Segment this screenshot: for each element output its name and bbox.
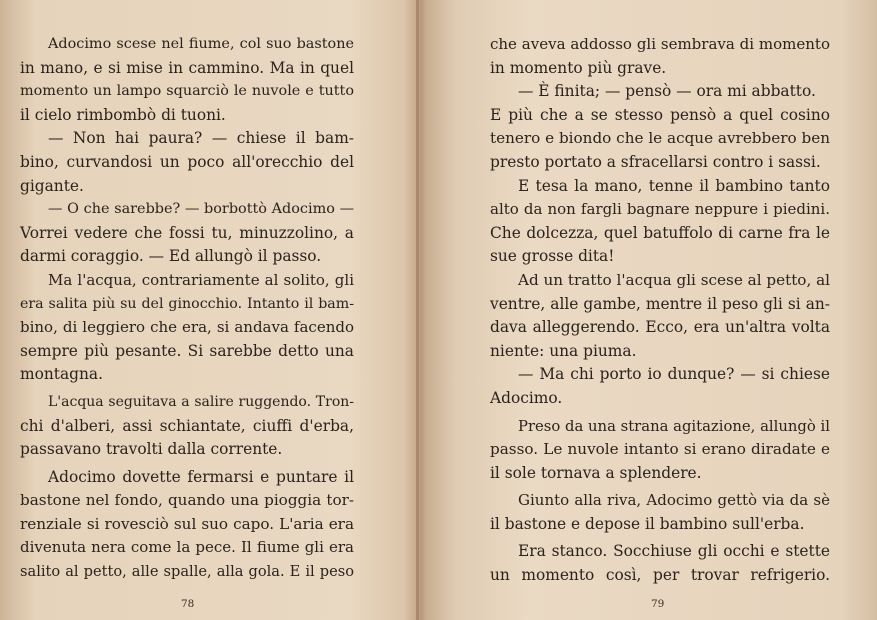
text-line: momento un lampo squarciò le nuvole e tutto [20, 83, 354, 100]
text-line: bino, curvandosi un poco all'orecchio del [20, 152, 354, 171]
text-line: E più che a se stesso pensò a quel cosino [490, 105, 830, 124]
text-line: renziale si rovesciò sul suo capo. L'aria era [20, 514, 354, 533]
text-line: dava alleggerendo. Ecco, era un'altra volta [490, 318, 830, 337]
text-line: sue grosse dita! [490, 247, 615, 266]
text-line: Adocimo scese nel fiume, col suo bastone [48, 36, 354, 52]
page-number-right: 79 [651, 598, 665, 610]
text-line: niente: una piuma. [490, 341, 637, 360]
text-line: chi d'alberi, assi schiantate, ciuffi d'erba, [20, 416, 354, 435]
text-line: un momento così, per trovar refrigerio. [490, 566, 830, 585]
text-line: — Non hai paura? — chiese il bam- [48, 129, 354, 148]
page-number-left: 78 [181, 598, 195, 610]
text-line: salito al petto, alle spalle, alla gola. E il peso [20, 563, 354, 581]
text-line: il bastone e depose il bambino sull'erba. [490, 514, 805, 533]
text-line: il sole tornava a splendere. [490, 463, 702, 482]
text-line: Ma l'acqua, contrariamente al solito, gli [48, 270, 354, 289]
text-line: passo. Le nuvole intanto si erano diradate e [490, 440, 830, 459]
text-line: sempre più pesante. Si sarebbe detto una [20, 341, 354, 360]
book-gutter [416, 0, 419, 620]
text-line: bino, di leggiero che era, si andava facendo [20, 318, 354, 337]
text-line: il cielo rimbombò di tuoni. [20, 105, 226, 124]
text-line: alto da non fargli bagnare neppure i piedini. [490, 200, 830, 219]
text-line: ventre, alle gambe, mentre il peso gli si an- [490, 294, 830, 313]
text-line: Vorrei vedere che fossi tu, minuzzolino, a [20, 223, 354, 242]
text-line: Giunto alla riva, Adocimo gettò via da sè [518, 491, 830, 510]
left-page [20, 33, 354, 584]
text-line: passavano travolti dalla corrente. [20, 440, 283, 459]
text-line: montagna. [20, 365, 103, 384]
text-line: darmi coraggio. — Ed allungò il passo. [20, 247, 322, 266]
text-line: Adocimo. [490, 388, 563, 407]
text-line: bastone nel fondo, quando una pioggia tor- [20, 491, 354, 510]
text-line: L'acqua seguitava a salire ruggendo. Tron- [48, 393, 354, 410]
text-line: — O che sarebbe? — borbottò Adocimo — [48, 201, 354, 218]
text-line: Ad un tratto l'acqua gli scese al petto, al [518, 270, 831, 289]
text-line: che aveva addosso gli sembrava di momento [490, 35, 830, 53]
text-line: divenuta nera come la pece. Il fiume gli era [20, 538, 354, 557]
text-line: E tesa la mano, tenne il bambino tanto [518, 176, 830, 195]
text-line: in mano, e si mise in cammino. Ma in quel [20, 58, 354, 77]
text-line: presto portato a sfracellarsi contro i sassi. [490, 152, 821, 171]
right-page [490, 33, 830, 588]
text-line: — Ma chi porto io dunque? — si chiese [518, 365, 830, 384]
text-line: gigante. [20, 176, 84, 195]
text-line: tenero e biondo che le acque avrebbero ben [490, 129, 830, 148]
text-line: Che dolcezza, quel batuffolo di carne fra le [490, 223, 830, 242]
text-line: Preso da una strana agitazione, allungò il [518, 417, 830, 435]
text-line: — È finita; — pensò — ora mi abbatto. [518, 82, 816, 101]
text-line: Adocimo dovette fermarsi e puntare il [48, 467, 354, 486]
text-line: era salita più su del ginocchio. Intanto il bam- [20, 295, 354, 312]
text-line: Era stanco. Socchiuse gli occhi e stette [518, 542, 830, 561]
text-line: in momento più grave. [490, 58, 667, 77]
